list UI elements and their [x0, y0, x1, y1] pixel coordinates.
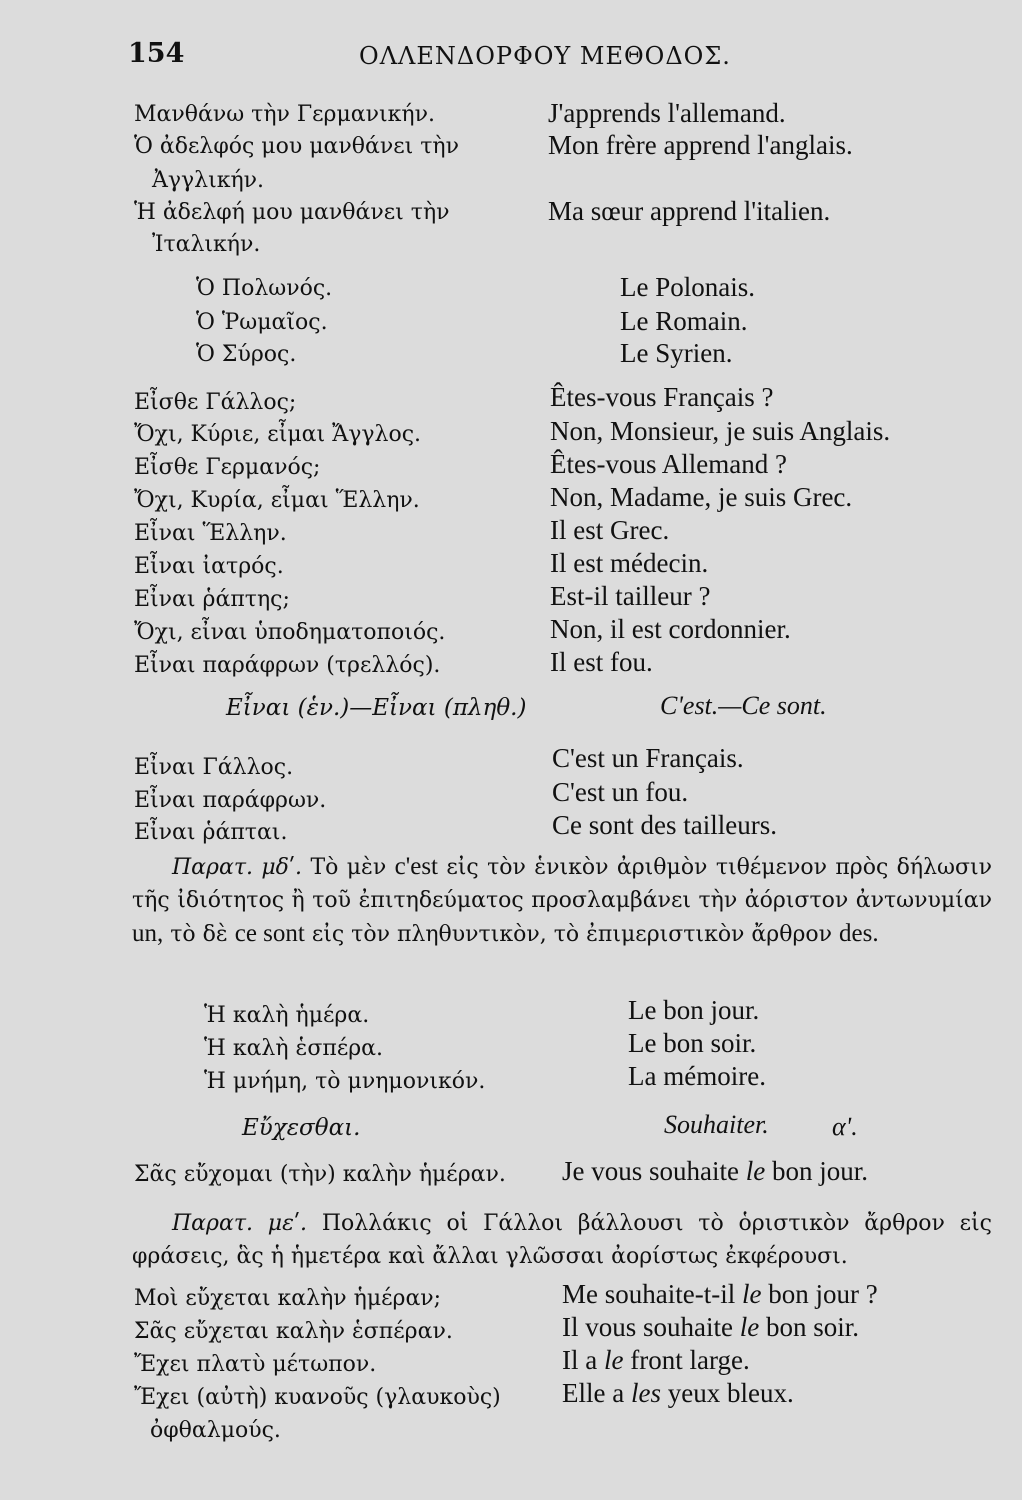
grammar-note	[132, 1207, 992, 1273]
greek-line: Εἶναι Γάλλος.	[134, 755, 294, 780]
french-term: des.	[839, 920, 879, 947]
running-title: ΟΛΛΕΝΔΟΡΦΟΥ ΜΕΘΟΔΟΣ.	[359, 42, 731, 70]
greek-line: Σᾶς εὔχεται καλὴν ἑσπέραν.	[134, 1319, 453, 1344]
french-line: Non, il est cordonnier.	[550, 614, 791, 644]
french-line: Est-il tailleur ?	[550, 581, 711, 611]
french-line	[562, 1347, 750, 1374]
french-text: Me souhaite-t-il	[562, 1279, 736, 1309]
french-line	[562, 1281, 878, 1308]
greek-line: Ἀγγλικήν.	[152, 168, 265, 193]
greek-line: Ὄχι, Κύριε, εἶμαι Ἄγγλος.	[134, 422, 422, 447]
french-term: ce sont	[234, 920, 305, 947]
greek-line: Ἡ ἀδελφή μου μανθάνει τὴν	[134, 200, 450, 225]
french-text: Elle a	[562, 1378, 625, 1408]
greek-line: ὀφθαλμούς.	[150, 1418, 281, 1443]
french-line: J'apprends l'allemand.	[548, 98, 786, 128]
french-text: yeux bleux.	[667, 1378, 794, 1408]
note-text: τὸ δὲ	[170, 922, 228, 947]
french-text: front large.	[630, 1345, 750, 1375]
greek-line: Εἶναι ἰατρός.	[134, 554, 284, 579]
french-article: le	[745, 1156, 766, 1186]
french-text: bon soir.	[765, 1312, 859, 1342]
greek-line: Ὁ Σύρος.	[196, 342, 297, 367]
french-text: Il a	[562, 1345, 598, 1375]
french-line: Il est Grec.	[550, 515, 670, 545]
page-header	[128, 38, 962, 78]
french-line: Ce sont des tailleurs.	[552, 810, 777, 840]
french-line: Le Polonais.	[620, 272, 755, 302]
note-text: Τὸ μὲν	[310, 855, 387, 880]
french-line: Il est médecin.	[550, 548, 709, 578]
note-label: Παρατ. μδʹ.	[172, 855, 303, 880]
page-number: 154	[128, 38, 185, 69]
greek-line: Ἡ μνήμη, τὸ μνημονικόν.	[204, 1069, 486, 1094]
french-line	[562, 1314, 859, 1341]
greek-line: Σᾶς εὔχομαι (τὴν) καλὴν ἡμέραν.	[134, 1162, 506, 1187]
french-line: Mon frère apprend l'anglais.	[548, 130, 853, 160]
greek-line: Εἶναι ῥάπται.	[134, 820, 288, 845]
french-term: un,	[132, 920, 164, 947]
french-line: Non, Monsieur, je suis Anglais.	[550, 416, 891, 446]
greek-line: Ὁ Πολωνός.	[196, 276, 333, 301]
conjugation-marker: αʹ.	[832, 1112, 858, 1141]
greek-line: Εἶσθε Γερμανός;	[134, 455, 321, 480]
verb-heading-french: Souhaiter.	[664, 1110, 769, 1139]
french-line: Il est fou.	[550, 647, 653, 677]
note-text: Πολλάκις οἱ Γάλλοι βάλλουσι τὸ ὁριστικὸν ἄρθρον εἰς φράσεις, ἃς ἡ ἡμετέρα καὶ ἄλλαι γλῶσσαι ἀορίστως ἐκφέρουσι.	[132, 1211, 993, 1269]
french-line: Le bon soir.	[628, 1028, 757, 1058]
french-line	[562, 1158, 868, 1185]
french-article: les	[630, 1378, 661, 1408]
french-line: C'est un Français.	[552, 743, 744, 773]
greek-line: Ἰταλικήν.	[152, 232, 261, 257]
greek-line: Ἔχει (αὐτὴ) κυανοῦς (γλαυκοὺς)	[134, 1385, 501, 1410]
greek-line: Ἔχει πλατὺ μέτωπον.	[134, 1352, 377, 1377]
french-line: Non, Madame, je suis Grec.	[550, 482, 853, 512]
french-text: Il vous souhaite	[562, 1312, 733, 1342]
french-line: Êtes-vous Français ?	[550, 382, 774, 412]
french-text: bon jour.	[771, 1156, 868, 1186]
note-label: Παρατ. μεʹ.	[172, 1211, 308, 1236]
french-line: Êtes-vous Allemand ?	[550, 449, 787, 479]
greek-line: Ὄχι, εἶναι ὑποδηματοποιός.	[134, 620, 446, 645]
note-text: εἰς τὸν ἑνικὸν ἀριθμὸν τιθέμενον πρὸς δήλωσιν τῆς ἰδιότητος ἢ τοῦ ἐπιτηδεύματος προσλαμβάνει τὴν ἀόριστον ἀντωνυμίαν	[132, 855, 993, 913]
grammar-note	[132, 850, 992, 951]
greek-line: Εἶναι παράφρων (τρελλός).	[134, 653, 441, 678]
french-text: bon jour ?	[768, 1279, 878, 1309]
french-line: Le Romain.	[620, 306, 748, 336]
greek-line: Ἡ καλὴ ἑσπέρα.	[204, 1036, 384, 1061]
greek-line: Εἶναι παράφρων.	[134, 788, 327, 813]
french-line: C'est un fou.	[552, 777, 689, 807]
note-text: εἰς τὸν πληθυντικὸν, τὸ ἐπιμεριστικὸν ἄρθρον	[311, 922, 833, 947]
greek-line: Ἡ καλὴ ἡμέρα.	[204, 1003, 370, 1028]
french-line: Le bon jour.	[628, 995, 760, 1025]
french-article: le	[739, 1312, 760, 1342]
greek-line: Μανθάνω τὴν Γερμανικήν.	[134, 102, 435, 127]
greek-line: Εἶναι Ἕλλην.	[134, 521, 287, 546]
greek-line: Μοὶ εὔχεται καλὴν ἡμέραν;	[134, 1286, 442, 1311]
french-article: le	[603, 1345, 624, 1375]
greek-line: Ὄχι, Κυρία, εἶμαι Ἕλλην.	[134, 488, 420, 513]
greek-line: Εἶναι ῥάπτης;	[134, 587, 290, 612]
french-line	[562, 1380, 794, 1407]
french-text: Je vous souhaite	[562, 1156, 739, 1186]
french-line: Ma sœur apprend l'italien.	[548, 196, 831, 226]
french-article: le	[741, 1279, 762, 1309]
section-heading-greek: Εἶναι (ἑν.)—Εἶναι (πληθ.)	[226, 695, 527, 721]
section-heading-french: C'est.—Ce sont.	[660, 691, 827, 720]
french-line: La mémoire.	[628, 1061, 766, 1091]
verb-heading-greek: Εὔχεσθαι.	[242, 1115, 361, 1141]
french-line: Le Syrien.	[620, 338, 733, 368]
greek-line: Ὁ Ῥωμαῖος.	[196, 310, 328, 335]
greek-line: Ὁ ἀδελφός μου μανθάνει τὴν	[134, 134, 459, 159]
greek-line: Εἶσθε Γάλλος;	[134, 390, 297, 415]
french-term: c'est	[394, 853, 438, 880]
